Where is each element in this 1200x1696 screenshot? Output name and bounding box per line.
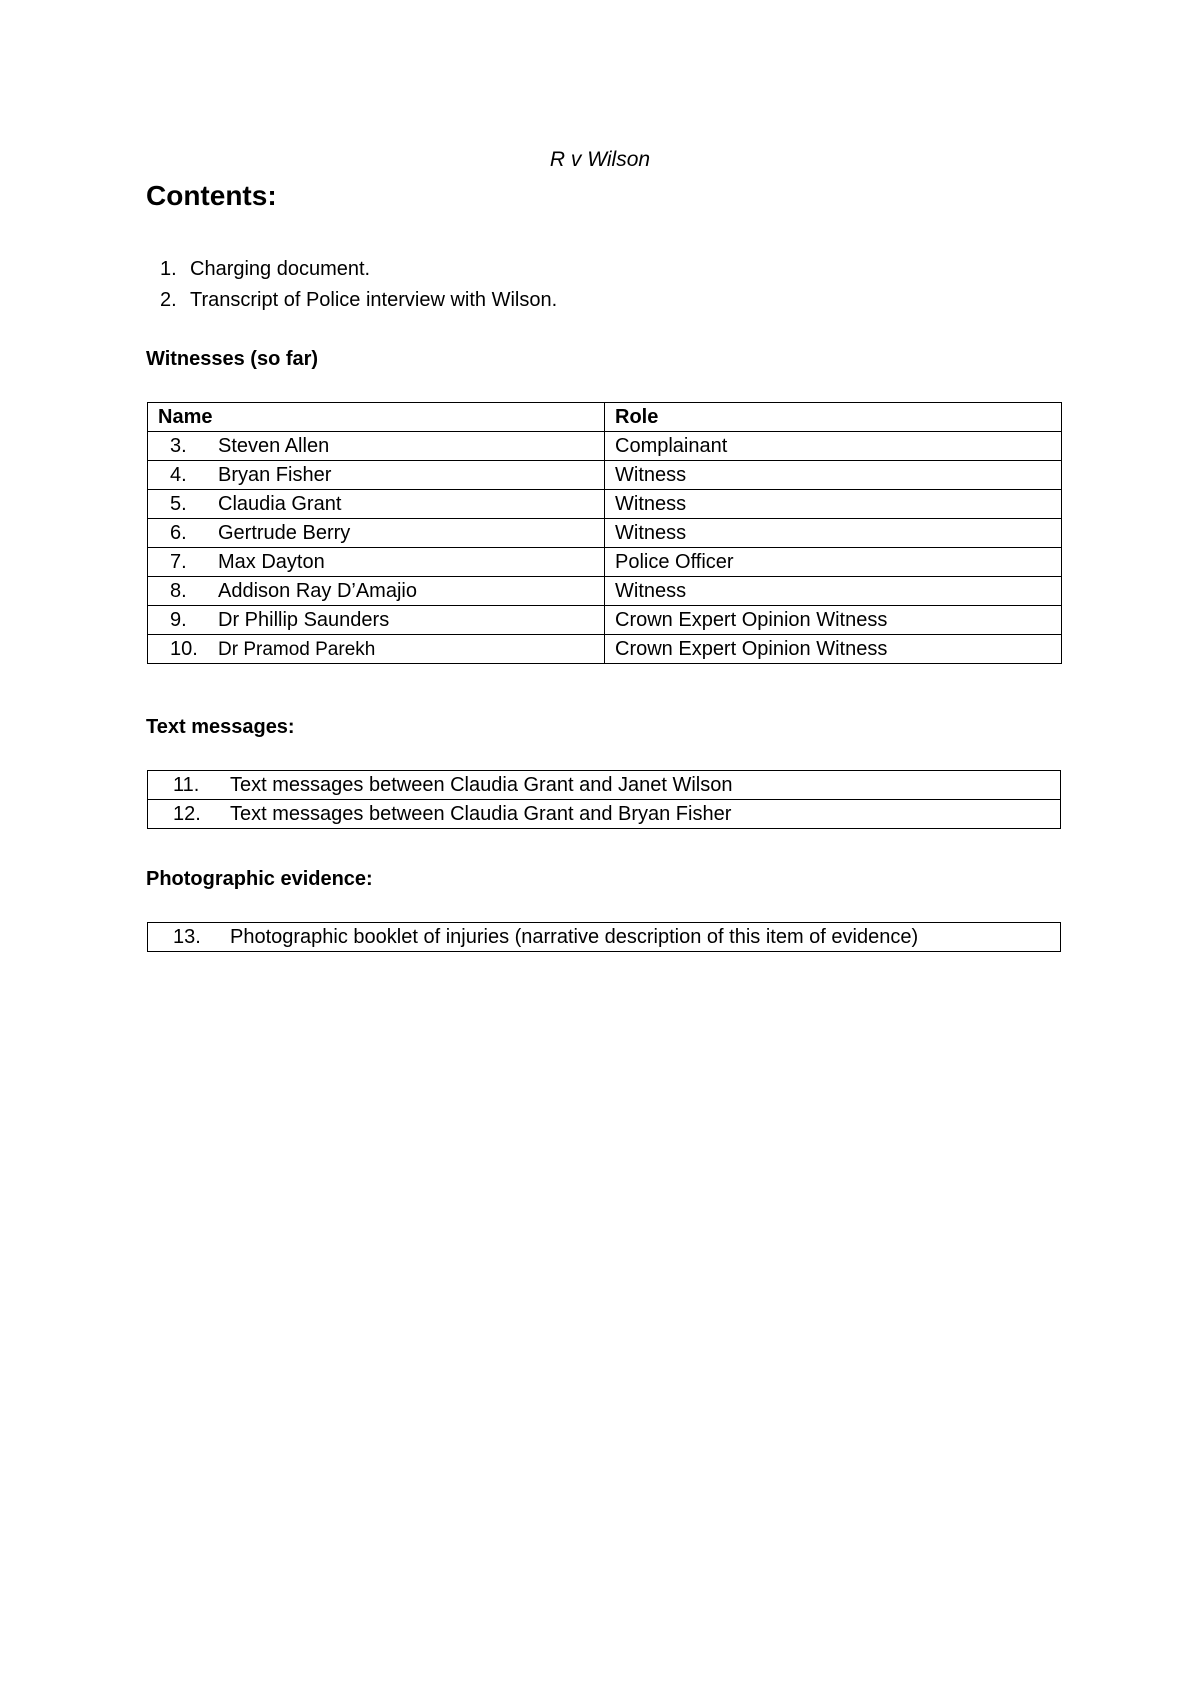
witness-role: Witness — [605, 461, 1062, 490]
witness-name: Claudia Grant — [218, 492, 342, 515]
column-header-name: Name — [148, 403, 605, 432]
list-item-number: 2. — [160, 289, 177, 311]
photographic-evidence-table — [147, 922, 1061, 952]
witness-name-cell — [148, 461, 605, 490]
evidence-text: Text messages between Claudia Grant and Bryan Fisher — [230, 802, 732, 825]
witness-role: Witness — [605, 490, 1062, 519]
contents-list — [146, 254, 557, 316]
list-item-text: Transcript of Police interview with Wilson. — [190, 289, 558, 311]
witness-number: 6. — [170, 521, 187, 544]
witness-name: Gertrude Berry — [218, 521, 351, 544]
evidence-cell — [148, 771, 1061, 800]
witness-name-cell — [148, 606, 605, 635]
witness-role: Witness — [605, 577, 1062, 606]
column-header-role: Role — [605, 403, 1062, 432]
table-header-row — [148, 403, 1062, 432]
list-item-text: Charging document. — [190, 258, 371, 280]
table-row — [148, 577, 1062, 606]
table-row — [148, 923, 1061, 952]
witness-name-cell — [148, 577, 605, 606]
list-item — [146, 285, 557, 316]
witness-number: 3. — [170, 434, 187, 457]
witness-name: Max Dayton — [218, 550, 325, 573]
evidence-cell — [148, 800, 1061, 829]
witness-number: 8. — [170, 579, 187, 602]
witness-number: 9. — [170, 608, 187, 631]
witness-name: Bryan Fisher — [218, 463, 332, 486]
evidence-number: 12. — [173, 802, 201, 825]
evidence-number: 13. — [173, 925, 201, 948]
witness-name-cell — [148, 490, 605, 519]
table-row — [148, 771, 1061, 800]
table-row — [148, 490, 1062, 519]
witness-number: 5. — [170, 492, 187, 515]
witnesses-table — [147, 402, 1062, 664]
witness-name-cell — [148, 432, 605, 461]
list-item-number: 1. — [160, 258, 177, 280]
table-row — [148, 461, 1062, 490]
table-row — [148, 548, 1062, 577]
evidence-text: Text messages between Claudia Grant and Janet Wilson — [230, 773, 733, 796]
text-messages-table — [147, 770, 1061, 829]
witness-name: Dr Phillip Saunders — [218, 608, 390, 631]
witness-number: 10. — [170, 637, 198, 660]
witness-name: Addison Ray D’Amajio — [218, 579, 417, 602]
table-row — [148, 635, 1062, 664]
witness-name-cell — [148, 548, 605, 577]
table-row — [148, 606, 1062, 635]
witness-name: Dr Pramod Parekh — [218, 638, 376, 660]
witness-name: Steven Allen — [218, 434, 330, 457]
witness-role: Witness — [605, 519, 1062, 548]
witness-role: Complainant — [605, 432, 1062, 461]
witness-number: 7. — [170, 550, 187, 573]
table-row — [148, 519, 1062, 548]
witnesses-heading: Witnesses (so far) — [146, 348, 319, 370]
photographic-evidence-heading: Photographic evidence: — [146, 868, 373, 890]
list-item — [146, 254, 557, 285]
evidence-text: Photographic booklet of injuries (narrative description of this item of evidence) — [230, 925, 919, 948]
witness-role: Police Officer — [605, 548, 1062, 577]
table-row — [148, 432, 1062, 461]
text-messages-heading: Text messages: — [146, 716, 295, 738]
witness-name-cell — [148, 519, 605, 548]
witness-number: 4. — [170, 463, 187, 486]
evidence-cell — [148, 923, 1061, 952]
witness-role: Crown Expert Opinion Witness — [605, 606, 1062, 635]
evidence-number: 11. — [173, 773, 200, 796]
table-row — [148, 800, 1061, 829]
witness-role: Crown Expert Opinion Witness — [605, 635, 1062, 664]
witness-name-cell — [148, 635, 605, 664]
contents-heading: Contents: — [146, 180, 277, 211]
document-title: R v Wilson — [549, 148, 651, 171]
